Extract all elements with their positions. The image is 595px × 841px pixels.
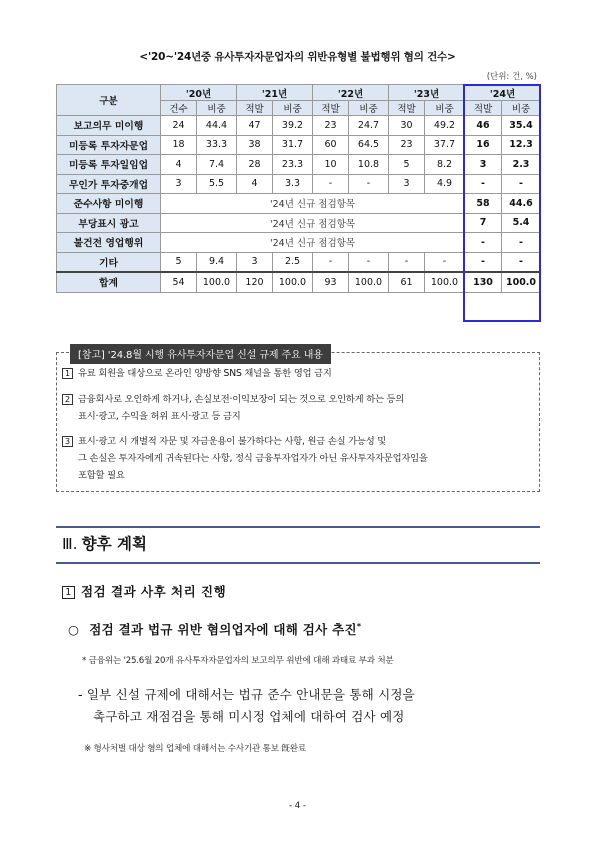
table-cell: - bbox=[349, 252, 389, 272]
table-cell: 4 bbox=[237, 174, 273, 194]
table-cell: 3 bbox=[237, 252, 273, 272]
table-cell: 120 bbox=[237, 272, 273, 293]
table-cell: 23 bbox=[313, 116, 349, 136]
table-cell: 7 bbox=[465, 213, 502, 233]
table-cell: - bbox=[502, 233, 541, 253]
reference-item bbox=[62, 391, 534, 425]
table-cell: 16 bbox=[465, 135, 502, 155]
table-cell: - bbox=[313, 252, 349, 272]
header-year: '21년 bbox=[237, 85, 313, 101]
note-text: ※ 형사처벌 대상 혐의 업체에 대해서는 수사기관 통보 旣완료 bbox=[84, 744, 306, 754]
merged-new-item-cell: '24년 신규 점검항목 bbox=[161, 194, 465, 214]
merged-new-item-cell: '24년 신규 점검항목 bbox=[161, 213, 465, 233]
violation-table bbox=[56, 84, 541, 293]
reference-item bbox=[62, 433, 534, 484]
header-sub: 적발 bbox=[313, 101, 349, 116]
table-cell: 60 bbox=[313, 135, 349, 155]
table-cell: 2.5 bbox=[273, 252, 313, 272]
header-sub: 적발 bbox=[389, 101, 425, 116]
section-rule-bottom bbox=[56, 562, 540, 564]
table-row bbox=[57, 213, 541, 233]
table-cell: 18 bbox=[161, 135, 197, 155]
reference-item-line: 금융회사로 오인하게 하거나, 손실보전·이익보장이 되는 것으로 오인하게 하는 등의 bbox=[78, 394, 405, 405]
header-year: '22년 bbox=[313, 85, 389, 101]
table-cell: 8.2 bbox=[425, 155, 465, 175]
table-cell: 24 bbox=[161, 116, 197, 136]
table-cell: 38 bbox=[237, 135, 273, 155]
table-row bbox=[57, 116, 541, 136]
table-title: <'20~'24년중 유사투자자문업자의 위반유형별 불법행위 혐의 건수> bbox=[139, 51, 456, 63]
table-cell: 30 bbox=[389, 116, 425, 136]
table-cell: 10 bbox=[313, 155, 349, 175]
table-cell: - bbox=[502, 174, 541, 194]
row-label: 합계 bbox=[57, 272, 161, 293]
table-cell: 54 bbox=[161, 272, 197, 293]
header-year: '20년 bbox=[161, 85, 237, 101]
dash-text-line: 일부 신설 규제에 대해서는 법규 준수 안내문을 통해 시정을 bbox=[86, 687, 415, 702]
table-cell: 64.5 bbox=[349, 135, 389, 155]
table-cell: - bbox=[502, 252, 541, 272]
table-cell: 49.2 bbox=[425, 116, 465, 136]
bullet-item bbox=[68, 620, 361, 638]
header-sub: 비중 bbox=[197, 101, 237, 116]
bullet-text: 점검 결과 법규 위반 혐의업자에 대해 검사 추진 bbox=[89, 622, 357, 637]
table-cell: 93 bbox=[313, 272, 349, 293]
row-label: 보고의무 미이행 bbox=[57, 116, 161, 136]
table-cell: 39.2 bbox=[273, 116, 313, 136]
table-cell: 23 bbox=[389, 135, 425, 155]
table-cell: 100.0 bbox=[349, 272, 389, 293]
row-label: 준수사항 미이행 bbox=[57, 194, 161, 214]
dash-item bbox=[78, 684, 540, 728]
table-cell: 44.4 bbox=[197, 116, 237, 136]
table-cell: 61 bbox=[389, 272, 425, 293]
table-row bbox=[57, 174, 541, 194]
item-number-box: 3 bbox=[62, 436, 73, 447]
reference-item-line: 유료 회원을 대상으로 온라인 양방향 SNS 채널을 통한 영업 금지 bbox=[78, 368, 332, 379]
table-cell: 100.0 bbox=[273, 272, 313, 293]
table-cell: - bbox=[465, 174, 502, 194]
table-cell: - bbox=[313, 174, 349, 194]
table-cell: 3 bbox=[465, 155, 502, 175]
table-cell: 9.4 bbox=[197, 252, 237, 272]
table-cell: 2.3 bbox=[502, 155, 541, 175]
reference-item bbox=[62, 365, 534, 382]
table-cell: 5 bbox=[161, 252, 197, 272]
dash-text-line: 촉구하고 재점검을 통해 미시정 업체에 대하여 검사 예정 bbox=[93, 709, 405, 724]
table-cell: 58 bbox=[465, 194, 502, 214]
section-rule-top bbox=[56, 526, 540, 528]
table-cell: 3 bbox=[389, 174, 425, 194]
reference-item-line: 표시·광고, 수익을 허위 표시·광고 등 금지 bbox=[78, 411, 241, 422]
table-cell: 47 bbox=[237, 116, 273, 136]
table-cell: 37.7 bbox=[425, 135, 465, 155]
table-cell: 12.3 bbox=[502, 135, 541, 155]
reference-item-line: 그 손실은 투자자에게 귀속된다는 사항, 정식 금융투자업자가 아닌 유사투자자문업자임을 bbox=[78, 453, 428, 464]
table-cell: 31.7 bbox=[273, 135, 313, 155]
table-cell: 24.7 bbox=[349, 116, 389, 136]
table-row bbox=[57, 233, 541, 253]
row-label: 부당표시 광고 bbox=[57, 213, 161, 233]
table-row bbox=[57, 155, 541, 175]
reference-tab-label: [참고] '24.8월 시행 유사투자자문업 신설 규제 주요 내용 bbox=[70, 344, 331, 364]
table-cell: 5.5 bbox=[197, 174, 237, 194]
merged-new-item-cell: '24년 신규 점검항목 bbox=[161, 233, 465, 253]
header-sub: 적발 bbox=[465, 101, 502, 116]
table-row bbox=[57, 135, 541, 155]
reference-item-line: 표시·광고 시 개별적 자문 및 자금운용이 불가하다는 사항, 원금 손실 가능성 및 bbox=[78, 436, 387, 447]
header-sub: 건수 bbox=[161, 101, 197, 116]
table-cell: - bbox=[465, 252, 502, 272]
row-label: 기타 bbox=[57, 252, 161, 272]
table-row bbox=[57, 194, 541, 214]
table-cell: 4 bbox=[161, 155, 197, 175]
table-cell: 28 bbox=[237, 155, 273, 175]
row-label: 무인가 투자중개업 bbox=[57, 174, 161, 194]
table-cell: 3.3 bbox=[273, 174, 313, 194]
table-cell: - bbox=[349, 174, 389, 194]
section-title: 향후 계획 bbox=[81, 535, 147, 553]
table-cell: - bbox=[465, 233, 502, 253]
header-sub: 적발 bbox=[237, 101, 273, 116]
subsection-heading bbox=[62, 582, 226, 600]
footnote-marker: * bbox=[356, 621, 362, 631]
table-row bbox=[57, 252, 541, 272]
subsection-title: 점검 결과 사후 처리 진행 bbox=[81, 584, 227, 599]
header-year: '24년 bbox=[465, 85, 541, 101]
table-total-row bbox=[57, 272, 541, 293]
header-gubun: 구분 bbox=[57, 85, 161, 116]
table-cell: 46 bbox=[465, 116, 502, 136]
item-number-box: 1 bbox=[62, 368, 73, 379]
table-header-years bbox=[57, 85, 541, 101]
page-number: - 4 - bbox=[289, 801, 306, 811]
table-cell: 35.4 bbox=[502, 116, 541, 136]
section-heading bbox=[62, 532, 147, 554]
reference-item-line: 포함할 필요 bbox=[78, 470, 125, 481]
table-cell: 100.0 bbox=[197, 272, 237, 293]
table-cell: 10.8 bbox=[349, 155, 389, 175]
table-cell: 100.0 bbox=[425, 272, 465, 293]
section-number: Ⅲ. bbox=[62, 535, 78, 553]
header-sub: 비중 bbox=[502, 101, 541, 116]
table-cell: 7.4 bbox=[197, 155, 237, 175]
circle-bullet-icon: ○ bbox=[68, 622, 80, 637]
table-cell: 23.3 bbox=[273, 155, 313, 175]
table-cell: 33.3 bbox=[197, 135, 237, 155]
dash-marker: - bbox=[78, 687, 83, 702]
footnote-text: * 금융위는 '25.6월 20개 유사투자자문업자의 보고의무 위반에 대해 과태료 부과 처분 bbox=[82, 656, 394, 666]
row-label: 불건전 영업행위 bbox=[57, 233, 161, 253]
table-cell: 5.4 bbox=[502, 213, 541, 233]
subsection-number-box: 1 bbox=[62, 586, 75, 599]
table-unit: (단위: 건, %) bbox=[486, 72, 537, 82]
table-cell: 5 bbox=[389, 155, 425, 175]
header-sub: 비중 bbox=[349, 101, 389, 116]
table-cell: - bbox=[425, 252, 465, 272]
header-sub: 비중 bbox=[425, 101, 465, 116]
header-sub: 비중 bbox=[273, 101, 313, 116]
item-number-box: 2 bbox=[62, 394, 73, 405]
table-cell: 44.6 bbox=[502, 194, 541, 214]
header-year: '23년 bbox=[389, 85, 465, 101]
row-label: 미등록 투자자문업 bbox=[57, 135, 161, 155]
table-cell: 4.9 bbox=[425, 174, 465, 194]
table-cell: 100.0 bbox=[502, 272, 541, 293]
table-cell: 3 bbox=[161, 174, 197, 194]
table-cell: 130 bbox=[465, 272, 502, 293]
row-label: 미등록 투자일임업 bbox=[57, 155, 161, 175]
table-cell: - bbox=[389, 252, 425, 272]
